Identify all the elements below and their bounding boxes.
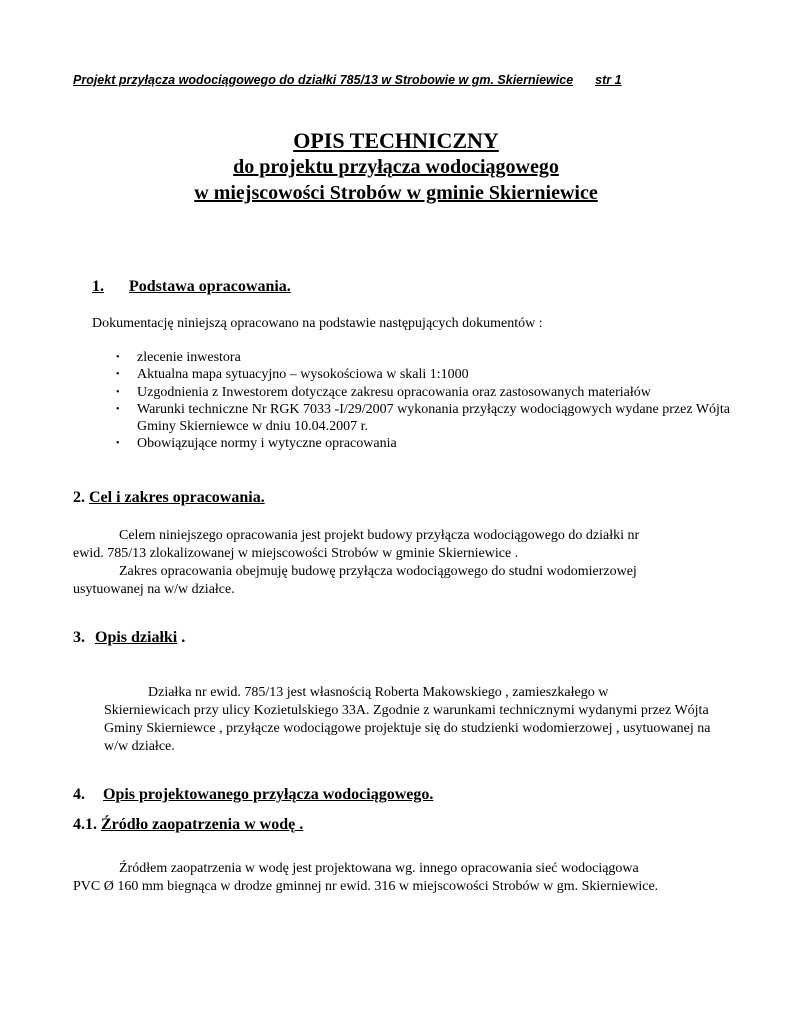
section-4-1-title: Źródło zaopatrzenia w wodę . xyxy=(101,816,304,833)
list-item xyxy=(116,384,736,401)
document-title xyxy=(73,128,719,206)
section-3-suffix: . xyxy=(181,629,186,646)
section-4-1-heading xyxy=(73,816,303,834)
list-item xyxy=(116,401,736,436)
list-item xyxy=(116,435,736,452)
section-2-paragraph-2 xyxy=(73,563,733,599)
page-header xyxy=(73,73,713,87)
section-4-heading xyxy=(73,786,433,804)
section-2-title: Cel i zakres opracowania. xyxy=(89,489,265,506)
bullet-icon: • xyxy=(116,352,120,363)
paragraph-first-line: Celem niniejszego opracowania jest projekt budowy przyłącza wodociągowego do działki nr xyxy=(119,528,640,543)
list-item xyxy=(116,349,736,366)
section-1-intro: Dokumentację niniejszą opracowano na podstawie następujących dokumentów : xyxy=(92,316,543,331)
paragraph-continuation: Skierniewicach przy ulicy Kozietulskiego 33A. Zgodnie z warunkami technicznymi wydanymi przez Wójta Gminy Skierniewce , przyłącze wodociągowe projektuje się do studzienki wodomierzowej , usytuowanej na w/w działce. xyxy=(104,703,711,754)
bullet-icon: • xyxy=(116,386,120,398)
header-title: Projekt przyłącza wodociągowego do działki 785/13 w Strobowie w gm. Skierniewice xyxy=(73,73,574,87)
paragraph-continuation: usytuowanej na w/w działce. xyxy=(73,582,235,597)
bullet-icon: • xyxy=(116,438,120,450)
list-item-text: Uzgodnienia z Inwestorem dotyczące zakresu opracowania oraz zastosowanych materiałów xyxy=(137,384,651,400)
title-line-2: do projektu przyłącza wodociągowego xyxy=(233,156,559,178)
list-item-text: Aktualna mapa sytuacyjno – wysokościowa w skali 1:1000 xyxy=(137,367,469,383)
list-item-text: Warunki techniczne Nr RGK 7033 -I/29/2007 wykonania przyłączy wodociągowych wydane przez Wójta Gminy Skierniewce w dniu 10.04.2007 r. xyxy=(137,401,731,435)
section-4-1-number: 4.1. xyxy=(73,816,97,833)
paragraph-continuation: PVC Ø 160 mm biegnąca w drodze gminnej nr ewid. 316 w miejscowości Strobów w gm. Skierniewice. xyxy=(73,879,659,894)
section-4-1-paragraph xyxy=(73,860,731,896)
section-3-number: 3. xyxy=(73,629,85,646)
section-4-number: 4. xyxy=(73,786,85,803)
section-2-paragraph-1 xyxy=(73,527,733,563)
section-3-title: Opis działki xyxy=(95,629,178,646)
section-3-paragraph xyxy=(104,684,714,756)
paragraph-first-line: Zakres opracowania obejmuję budowę przyłącza wodociągowego do studni wodomierzowej xyxy=(119,564,637,579)
list-item-text: zlecenie inwestora xyxy=(137,350,241,365)
section-1-heading xyxy=(92,278,291,296)
section-3-heading xyxy=(73,629,185,647)
bullet-icon: • xyxy=(116,369,120,381)
section-4-title: Opis projektowanego przyłącza wodociągowego. xyxy=(103,786,434,803)
title-line-1: OPIS TECHNICZNY xyxy=(293,128,499,153)
list-item-text: Obowiązujące normy i wytyczne opracowania xyxy=(137,436,397,452)
header-page-number: str 1 xyxy=(595,73,622,87)
paragraph-continuation: ewid. 785/13 zlokalizowanej w miejscowości Strobów w gminie Skierniewice . xyxy=(73,546,519,561)
title-line-3: w miejscowości Strobów w gminie Skierniewice xyxy=(194,182,598,204)
bullet-icon: • xyxy=(116,403,120,415)
list-item xyxy=(116,366,736,383)
section-1-title: Podstawa opracowania. xyxy=(129,278,291,295)
section-2-heading xyxy=(73,489,265,507)
section-1-number: 1. xyxy=(92,278,104,295)
paragraph-first-line: Działka nr ewid. 785/13 jest własnością Roberta Makowskiego , zamieszkałego w xyxy=(148,685,609,700)
paragraph-first-line: Źródłem zaopatrzenia w wodę jest projektowana wg. innego opracowania sieć wodociągowa xyxy=(119,861,639,876)
source-documents-list xyxy=(116,349,736,453)
section-2-number: 2. xyxy=(73,489,85,506)
